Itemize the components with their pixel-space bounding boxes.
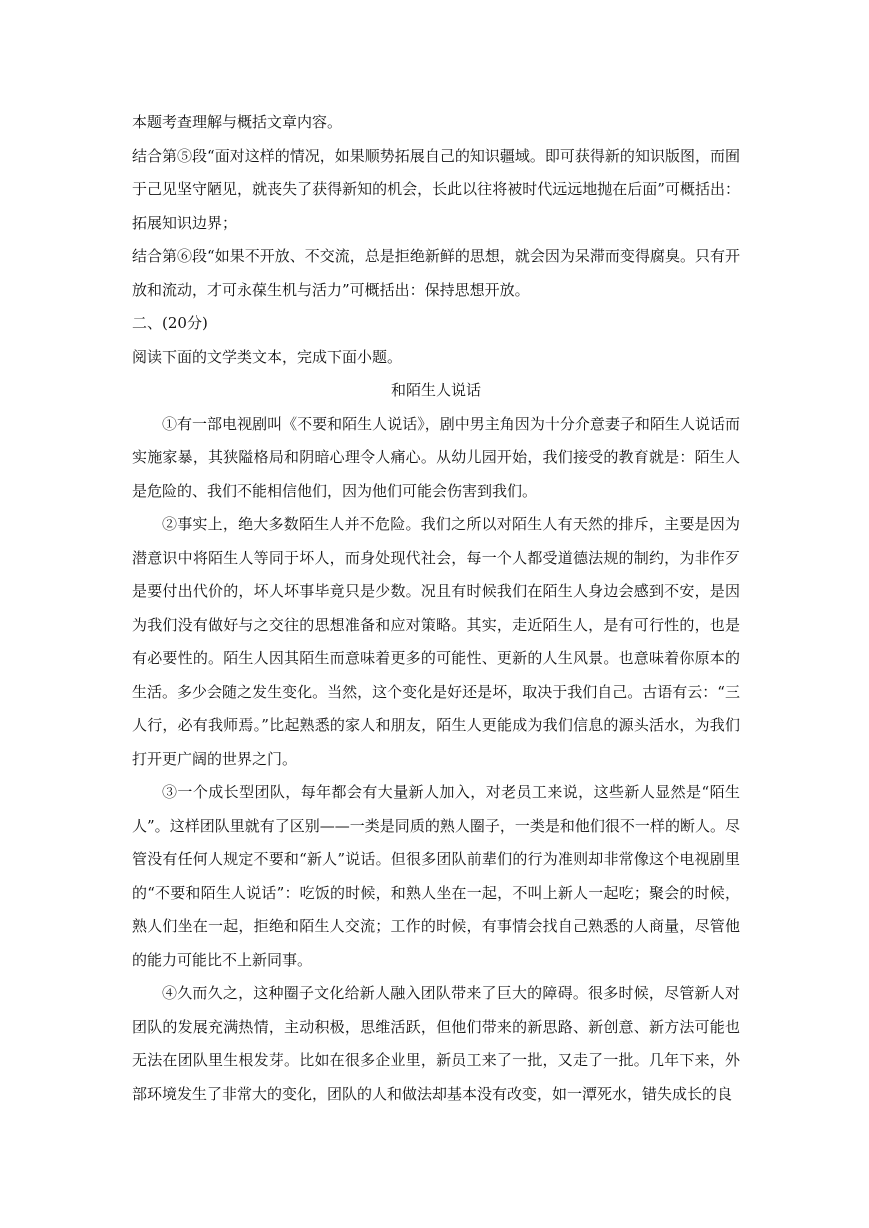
article-paragraph-4: ④久而久之，这种圈子文化给新人融入团队带来了巨大的障碍。很多时候，尽管新人对团队的发展充满热情，主动积极，思维活跃，但他们带来的新思路、新创意、新方法可能也无法在团队里生根发芽。比如在很多企业里，新员工来了一批，又走了一批。几年下来，外部环境发生了非常大的变化，团队的人和做法却基本没有改变，如一潭死水，错失成长的良 [132,984,740,1103]
article-paragraph-2: ②事实上，绝大多数陌生人并不危险。我们之所以对陌生人有天然的排斥，主要是因为潜意识中将陌生人等同于坏人，而身处现代社会，每一个人都受道德法规的制约，为非作歹是要付出代价的，坏人坏事毕竟只是少数。况且有时候我们在陌生人身边会感到不安，是因为我们没有做好与之交往的思想准备和应对策略。其实，走近陌生人，是有可行性的，也是有必要性的。陌生人因其陌生而意味着更多的可能性、更新的人生风景。也意味着你原本的生活。多少会随之发生变化。当然，这个变化是好还是坏，取决于我们自己。古语有云：“三人行，必有我师焉。”比起熟悉的家人和朋友，陌生人更能成为我们信息的源头活水，为我们打开更广阔的世界之门。 [132,515,740,768]
document-page [132,106,740,1111]
section-heading: 二、(20分) [132,314,208,332]
article-paragraph-1: ①有一部电视剧叫《不要和陌生人说话》，剧中男主角因为十分介意妻子和陌生人说话而实施家暴，其狭隘格局和阴暗心理令人痛心。从幼儿园开始，我们接受的教育就是：陌生人是危险的、我们不能相信他们，因为他们可能会伤害到我们。 [132,414,740,500]
answer-point-2: 结合第⑥段“如果不开放、不交流，总是拒绝新鲜的思想，就会因为呆滞而变得腐臭。只有开放和流动，才可永葆生机与活力”可概括出：保持思想开放。 [132,247,740,299]
article-title: 和陌生人说话 [390,381,481,399]
answer-point-1: 结合第⑤段“面对这样的情况，如果顺势拓展自己的知识疆域。即可获得新的知识版图，而囿于己见坚守陋见，就丧失了获得新知的机会，长此以往将被时代远远地抛在后面”可概括出：拓展知识边界； [132,146,740,232]
answer-intro: 本题考查理解与概括文章内容。 [132,113,343,131]
section-instruction: 阅读下面的文学类文本，完成下面小题。 [132,347,403,366]
article-paragraph-3: ③一个成长型团队，每年都会有大量新人加入，对老员工来说，这些新人显然是“陌生人”。这样团队里就有了区别——一类是同质的熟人圈子，一类是和他们很不一样的断人。尽管没有任何人规定不要和“新人”说话。但很多团队前辈们的行为准则却非常像这个电视剧里的“不要和陌生人说话”：吃饭的时候，和熟人坐在一起，不叫上新人一起吃；聚会的时候，熟人们坐在一起，拒绝和陌生人交流；工作的时候，有事情会找自己熟悉的人商量，尽管他的能力可能比不上新同事。 [132,783,740,969]
